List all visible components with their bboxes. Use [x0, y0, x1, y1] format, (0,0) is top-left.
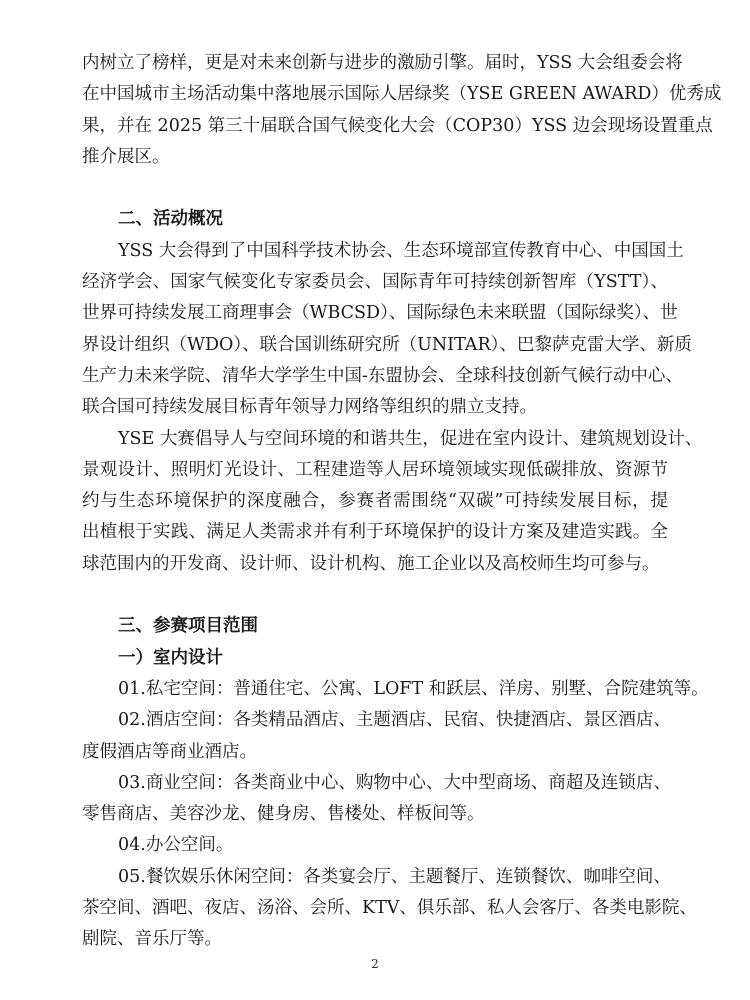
text-line: 02.酒店空间：各类精品酒店、主题酒店、民宿、快捷酒店、景区酒店、	[118, 710, 671, 731]
text-line: 果，并在 2025 第三十届联合国气候变化大会（COP30）YSS 边会现场设置重点	[82, 115, 713, 136]
text-line: 在中国城市主场活动集中落地展示国际人居绿奖（YSE GREEN AWARD）优秀成	[82, 84, 722, 105]
overview-paragraph-1	[82, 236, 692, 424]
paragraph-gap	[82, 173, 668, 204]
text-line: 05.餐饮娱乐休闲空间：各类宴会厅、主题餐厅、连锁餐饮、咖啡空间、	[118, 866, 671, 887]
text-line: 04.办公空间。	[118, 835, 234, 856]
text-line: 剧院、音乐厅等。	[82, 929, 222, 950]
text-line: 零售商店、美容沙龙、健身房、售楼处、样板间等。	[82, 804, 485, 825]
section-heading-overview: 二、活动概况	[118, 209, 223, 230]
intro-paragraph	[82, 48, 722, 173]
text-line: 景观设计、照明灯光设计、工程建造等人居环境领域实现低碳排放、资源节	[82, 459, 668, 480]
scope-item-02	[82, 705, 671, 768]
subheading-interior-design: 一）室内设计	[118, 647, 223, 668]
scope-item-04	[82, 830, 668, 861]
text-line: 内树立了榜样，更是对未来创新与进步的激励引擎。届时，YSS 大会组委会将	[82, 53, 683, 73]
text-line: 度假酒店等商业酒店。	[82, 741, 257, 762]
text-line: 01.私宅空间：普通住宅、公寓、LOFT 和跃层、洋房、别墅、合院建筑等。	[118, 678, 709, 699]
page-number: 2	[371, 957, 379, 971]
overview-paragraph-2	[82, 424, 703, 580]
text-line: 球范围内的开发商、设计师、设计机构、施工企业以及高校师生均可参与。	[82, 553, 660, 574]
paragraph-gap	[82, 580, 668, 611]
text-line: 推介展区。	[82, 146, 170, 167]
text-line: 出植根于实践、满足人类需求并有利于环境保护的设计方案及建造实践。全	[82, 522, 668, 543]
text-line: 界设计组织（WDO）、联合国训练研究所（UNITAR）、巴黎萨克雷大学、新质	[82, 334, 692, 355]
text-line: 约与生态环境保护的深度融合，参赛者需围绕“双碳”可持续发展目标，提	[82, 491, 668, 512]
scope-item-01	[82, 674, 709, 705]
text-line: 茶空间、酒吧、夜店、汤浴、会所、KTV、俱乐部、私人会客厅、各类电影院、	[82, 898, 697, 919]
text-line: 生产力未来学院、清华大学学生中国-东盟协会、全球科技创新气候行动中心、	[82, 365, 683, 386]
scope-item-05	[82, 862, 697, 956]
text-line: YSE 大赛倡导人与空间环境的和谐共生，促进在室内设计、建筑规划设计、	[118, 428, 703, 449]
section-heading-scope: 三、参赛项目范围	[118, 616, 258, 637]
text-line: 经济学会、国家气候变化专家委员会、国际青年可持续创新智库（YSTT）、	[82, 272, 668, 293]
text-line: YSS 大会得到了中国科学技术协会、生态环境部宣传教育中心、中国国土	[118, 240, 684, 261]
text-line: 03.商业空间：各类商业中心、购物中心、大中型商场、商超及连锁店、	[118, 772, 671, 793]
text-line: 世界可持续发展工商理事会（WBCSD）、国际绿色未来联盟（国际绿奖）、世	[82, 303, 678, 324]
text-line: 联合国可持续发展目标青年领导力网络等组织的鼎立支持。	[82, 397, 537, 418]
scope-item-03	[82, 768, 671, 831]
